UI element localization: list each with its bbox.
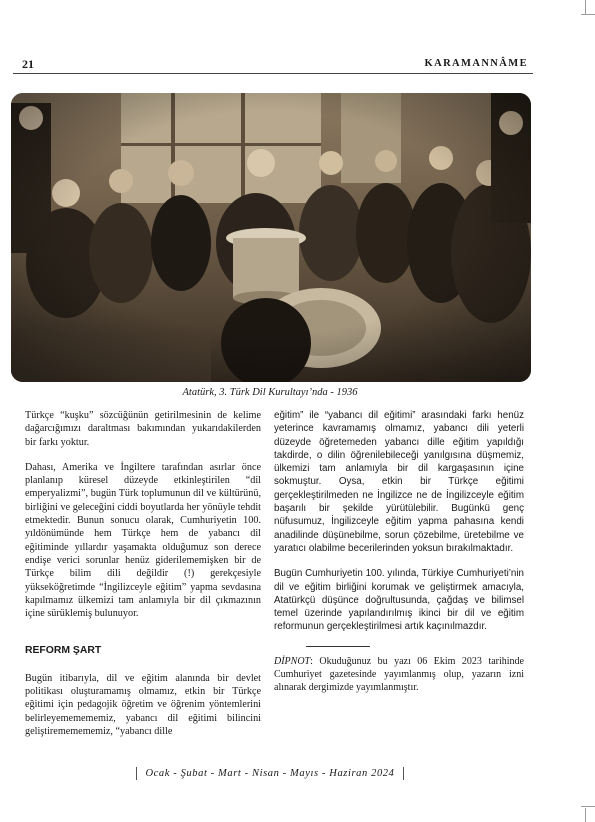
paragraph: Dahası, Amerika ve İngiltere tarafından asırlar önce planlanıp küresel düzeyde etkinleştirilen “dil emperyalizmi”, bugün Türk toplumunun dil ve kültürünü, birliğini ve geleceğini ciddi boyutlarda her yönüyle tehdit etmektedir. Bunun sonucu olarak, Cumhuriyetin 100. yıldönümünde hem Türkçe hem de yabancı dil eğitiminde yıllardır yaşamakta olduğumuz son derece endişe verici sorunlar henüz giderilememişken bir de Türkçe bilim dili değildir (!) gerekçesiyle yükseköğretimde “İngilizceyle eğitim” yapma sevdasına kapılmamız ülkemizi tam anlamıyla bir dil çıkmazının içine sürüklemiş bulunuyor. <box>25 461 261 620</box>
section-heading: REFORM ŞART <box>25 645 102 657</box>
issue-footer <box>0 767 540 780</box>
historical-photo <box>11 93 531 382</box>
photo-caption: Atatürk, 3. Türk Dil Kurultayı’nda - 1936 <box>182 387 358 398</box>
journal-title: KARAMANNÂME <box>424 58 528 69</box>
footnote-label: DİPNOT <box>274 655 311 667</box>
paragraph: Bugün itibarıyla, dil ve eğitim alanında bir devlet politikası oluşturamamış olmamız, etkin bir Türkçe eğitimi için pedagojik öğretim ve öğrenim yöntemlerini belirleyememememiz, yabancı dil eğitimi bilincini geliştirememememiz, “yabancı dille <box>25 672 261 737</box>
footnote-rule <box>306 646 370 647</box>
paragraph: Bugün Cumhuriyetin 100. yılında, Türkiye Cumhuriyeti’nin dil ve eğitim birliğini korumak ve geliştirmek amacıyla, Atatürkçü düşünce doğrultusunda, çağdaş ve bilimsel temel üzerinde yapılandırılmış ikinci bir dil ve eğitim reformunun gerçekleştirilmesi artık kaçınılmazdır. <box>274 568 524 633</box>
footer-divider <box>136 767 137 780</box>
footnote <box>274 655 524 694</box>
crop-mark <box>585 808 586 822</box>
paragraph: eğitim” ile “yabancı dil eğitimi” arasındaki farkı henüz yeterince kavramamış olmamız, yabancı dili yeterli düzeyde öğretemeden yabancı dille eğitim yapıldığı takdirde, o dilin öğrenilebileceği yanılgısına düşmemiz, ülkemizi tam anlamıyla bir dil kargaşasının içine sokmuştur. Oysa, etkin bir Türkçe eğitimi gerçekleştirilmeden ne İngilizce ne de İngilizceyle eğitim başarılı bir şekilde yürütülebilir. Bugünkü genç nüfusumuz, İngilizceyle eğitim yapma pahasına kendi anadilinde düşünebilme, sorun çözebilme, üretebilme ve yaratıcı olabilme becerilerinden yoksun bırakılmaktadır. <box>274 410 524 554</box>
right-column <box>274 409 524 706</box>
running-header <box>13 56 536 72</box>
issue-date: Ocak - Şubat - Mart - Nisan - Mayıs - Haziran 2024 <box>145 767 395 779</box>
header-rule <box>13 73 533 74</box>
paragraph: Türkçe “kuşku” sözcüğünün getirilmesinin de kelime dağarcığımızı daraltması bakımından yukarıdakilerden bir farkı yoktur. <box>25 410 261 448</box>
page-number: 21 <box>22 57 34 71</box>
crop-mark <box>581 14 595 15</box>
crop-mark <box>585 0 586 14</box>
crop-mark <box>581 806 595 807</box>
left-column <box>25 409 261 750</box>
footnote-text: : Okuduğunuz bu yazı 06 Ekim 2023 tarihinde Cumhuriyet gazetesinde yayımlanmış olup, yazarın izni alınarak dergimizde yayımlanmıştır. <box>274 655 524 693</box>
footer-divider <box>403 767 404 780</box>
